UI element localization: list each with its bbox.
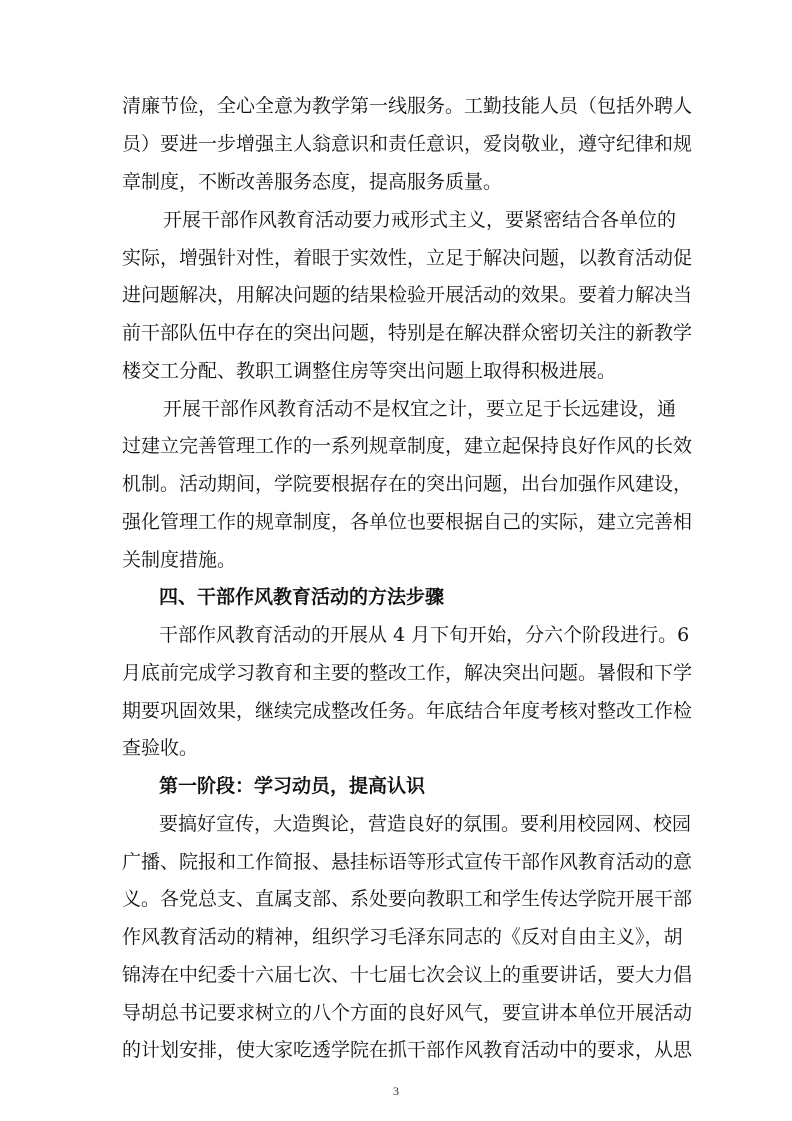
text-line: 前干部队伍中存在的突出问题，特别是在解决群众密切关注的新教学 [122,322,693,344]
text-line: 强化管理工作的规章制度，各单位也要根据自己的实际，建立完善相 [122,511,693,533]
text-line: 机制。活动期间，学院要根据存在的突出问题，出台加强作风建设， [122,473,693,495]
paragraph-first-line: 开展干部作风教育活动不是权宜之计，要立足于长远建设，通 [163,398,677,420]
text-line: 过建立完善管理工作的一系列规章制度，建立起保持良好作风的长效 [122,435,693,457]
text-line: 员）要进一步增强主人翁意识和责任意识，爱岗敬业，遵守纪律和规 [122,133,693,155]
text-line: 的计划安排，使大家吃透学院在抓干部作风教育活动中的要求，从思 [122,1039,693,1061]
text-line: 广播、院报和工作简报、悬挂标语等形式宣传干部作风教育活动的意 [122,851,693,873]
text-line: 关制度措施。 [122,549,237,571]
text-line: 期要巩固效果，继续完成整改任务。年底结合年度考核对整改工作检 [122,700,693,722]
text-line: 月底前完成学习教育和主要的整改工作，解决突出问题。暑假和下学 [122,662,693,684]
text-line: 进问题解决，用解决问题的结果检验开展活动的效果。要着力解决当 [122,284,693,306]
text-line: 作风教育活动的精神，组织学习毛泽东同志的《反对自由主义》，胡 [122,926,683,948]
stage-heading: 第一阶段：学习动员，提高认识 [159,775,426,797]
section-heading: 四、干部作风教育活动的方法步骤 [159,586,445,608]
page-number: 3 [393,1084,399,1098]
paragraph-first-line: 开展干部作风教育活动要力戒形式主义，要紧密结合各单位的 [163,209,677,231]
text-line: 清廉节俭，全心全意为教学第一线服务。工勤技能人员（包括外聘人 [122,95,693,117]
text-line: 实际，增强针对性，着眼于实效性，立足于解决问题，以教育活动促 [122,247,693,269]
text-line: 锦涛在中纪委十六届七次、十七届七次会议上的重要讲话，要大力倡 [122,964,693,986]
text-line: 义。各党总支、直属支部、系处要向教职工和学生传达学院开展干部 [122,888,693,910]
text-line: 导胡总书记要求树立的八个方面的良好风气，要宣讲本单位开展活动 [122,1002,693,1024]
paragraph-first-line: 干部作风教育活动的开展从 4 月下旬开始，分六个阶段进行。6 [159,624,690,646]
text-line: 楼交工分配、教职工调整住房等突出问题上取得积极进展。 [122,360,617,382]
text-line: 查验收。 [122,737,199,759]
paragraph-first-line: 要搞好宣传，大造舆论，营造良好的氛围。要利用校园网、校园 [159,813,692,835]
text-line: 章制度，不断改善服务态度，提高服务质量。 [122,171,503,193]
